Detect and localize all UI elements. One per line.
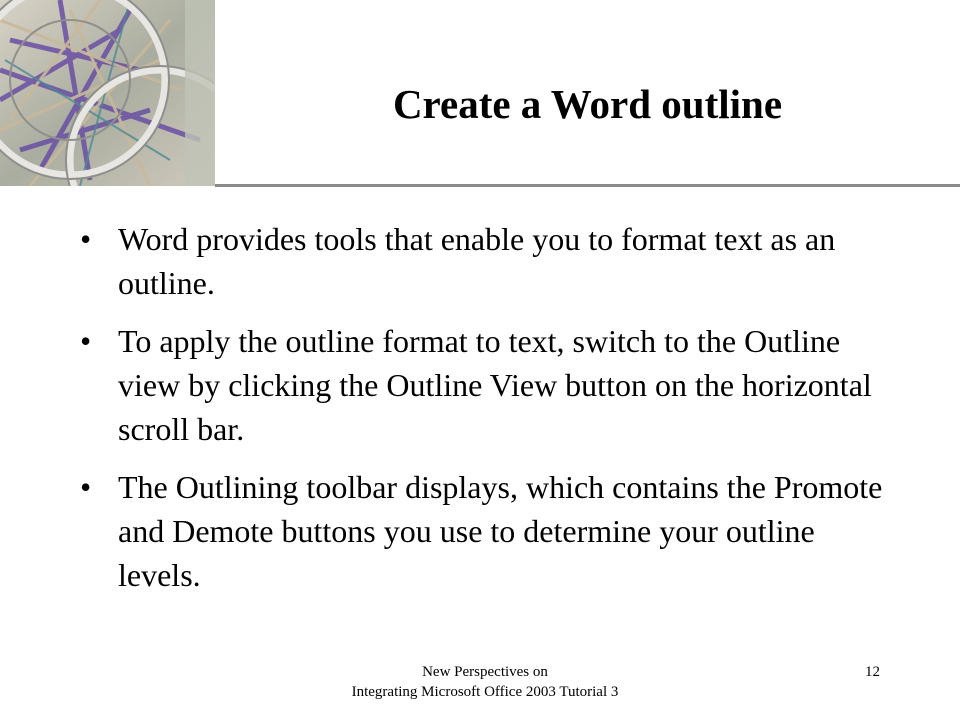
footer-line-2: Integrating Microsoft Office 2003 Tutorial 3 — [351, 684, 619, 700]
bullet-item — [80, 465, 900, 597]
slide-title: Create a Word outline — [392, 81, 783, 127]
header-logo-image — [0, 0, 215, 186]
page-number: 12 — [865, 664, 880, 680]
bullet-dot-icon: • — [80, 469, 92, 505]
decorative-rings-image — [0, 0, 215, 186]
bullet-item — [80, 319, 900, 451]
header-divider — [215, 184, 960, 187]
bullet-item — [80, 217, 900, 305]
footer-text — [300, 662, 670, 702]
bullet-text: The Outlining toolbar displays, which contains the Promote and Demote buttons you use to determine your outline levels. — [118, 469, 883, 593]
bullet-dot-icon: • — [80, 323, 92, 359]
bullet-dot-icon: • — [80, 221, 92, 257]
bullet-list — [80, 217, 900, 611]
bullet-text: To apply the outline format to text, switch to the Outline view by clicking the Outline View button on the horizontal scroll bar. — [118, 323, 872, 447]
bullet-text: Word provides tools that enable you to format text as an outline. — [118, 221, 836, 301]
footer-line-1: New Perspectives on — [422, 664, 548, 680]
